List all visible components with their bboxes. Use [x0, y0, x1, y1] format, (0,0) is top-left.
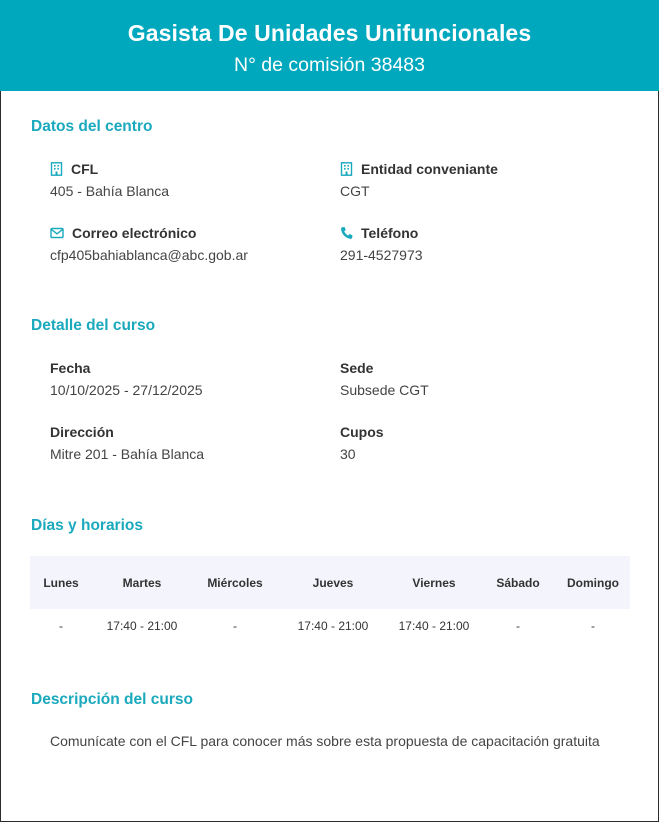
day-header: Lunes: [43, 575, 79, 590]
field-sede: [340, 359, 429, 398]
envelope-icon: [50, 226, 64, 240]
entidad-value: CGT: [340, 183, 370, 199]
time-cell: -: [591, 619, 595, 633]
entidad-label: Entidad conveniante: [361, 161, 498, 177]
day-header: Sábado: [496, 575, 540, 590]
field-cupos: [340, 423, 384, 462]
time-cell: -: [233, 619, 237, 633]
section-title-centro: Datos del centro: [31, 118, 153, 135]
section-title-horarios: Días y horarios: [31, 517, 143, 534]
building-icon: [340, 162, 353, 176]
field-telefono: [340, 224, 423, 263]
day-header: Domingo: [567, 575, 619, 590]
time-cell: -: [59, 619, 63, 633]
time-cell: 17:40 - 21:00: [297, 619, 369, 633]
field-fecha: [50, 359, 203, 398]
phone-icon: [340, 226, 353, 240]
cfl-value: 405 - Bahía Blanca: [50, 183, 170, 199]
day-header: Martes: [122, 575, 162, 590]
field-cfl: [50, 160, 169, 199]
section-title-descripcion: Descripción del curso: [31, 691, 193, 708]
field-correo: [50, 224, 248, 263]
field-direccion: [50, 423, 204, 462]
day-header: Jueves: [312, 575, 354, 590]
time-cell: -: [516, 619, 520, 633]
cupos-label: Cupos: [340, 424, 384, 440]
commission-number: N° de comisión 38483: [234, 54, 425, 76]
direccion-value: Mitre 201 - Bahía Blanca: [50, 446, 205, 462]
cfl-label: CFL: [71, 161, 99, 177]
building-icon: [50, 162, 63, 176]
sede-value: Subsede CGT: [340, 382, 429, 398]
correo-label: Correo electrónico: [72, 225, 197, 241]
time-cell: 17:40 - 21:00: [106, 619, 178, 633]
direccion-label: Dirección: [50, 424, 114, 440]
schedule-header-row: [30, 556, 630, 609]
fecha-label: Fecha: [50, 360, 91, 376]
telefono-label: Teléfono: [361, 225, 419, 241]
section-title-curso: Detalle del curso: [31, 317, 156, 334]
day-header: Miércoles: [207, 575, 263, 590]
schedule-table: [30, 556, 630, 643]
sede-label: Sede: [340, 360, 374, 376]
time-cell: 17:40 - 21:00: [398, 619, 470, 633]
correo-value[interactable]: cfp405bahiablanca@abc.gob.ar: [50, 247, 248, 263]
day-header: Viernes: [412, 575, 456, 590]
course-title: Gasista De Unidades Unifuncionales: [127, 20, 532, 46]
course-header: [0, 0, 659, 91]
cupos-value: 30: [340, 446, 356, 462]
fecha-value: 10/10/2025 - 27/12/2025: [50, 382, 203, 398]
schedule-time-row: [30, 609, 630, 643]
telefono-value[interactable]: 291-4527973: [340, 247, 423, 263]
course-description: Comunícate con el CFL para conocer más sobre esta propuesta de capacitación gratuita: [50, 733, 600, 749]
field-entidad: [340, 160, 498, 199]
